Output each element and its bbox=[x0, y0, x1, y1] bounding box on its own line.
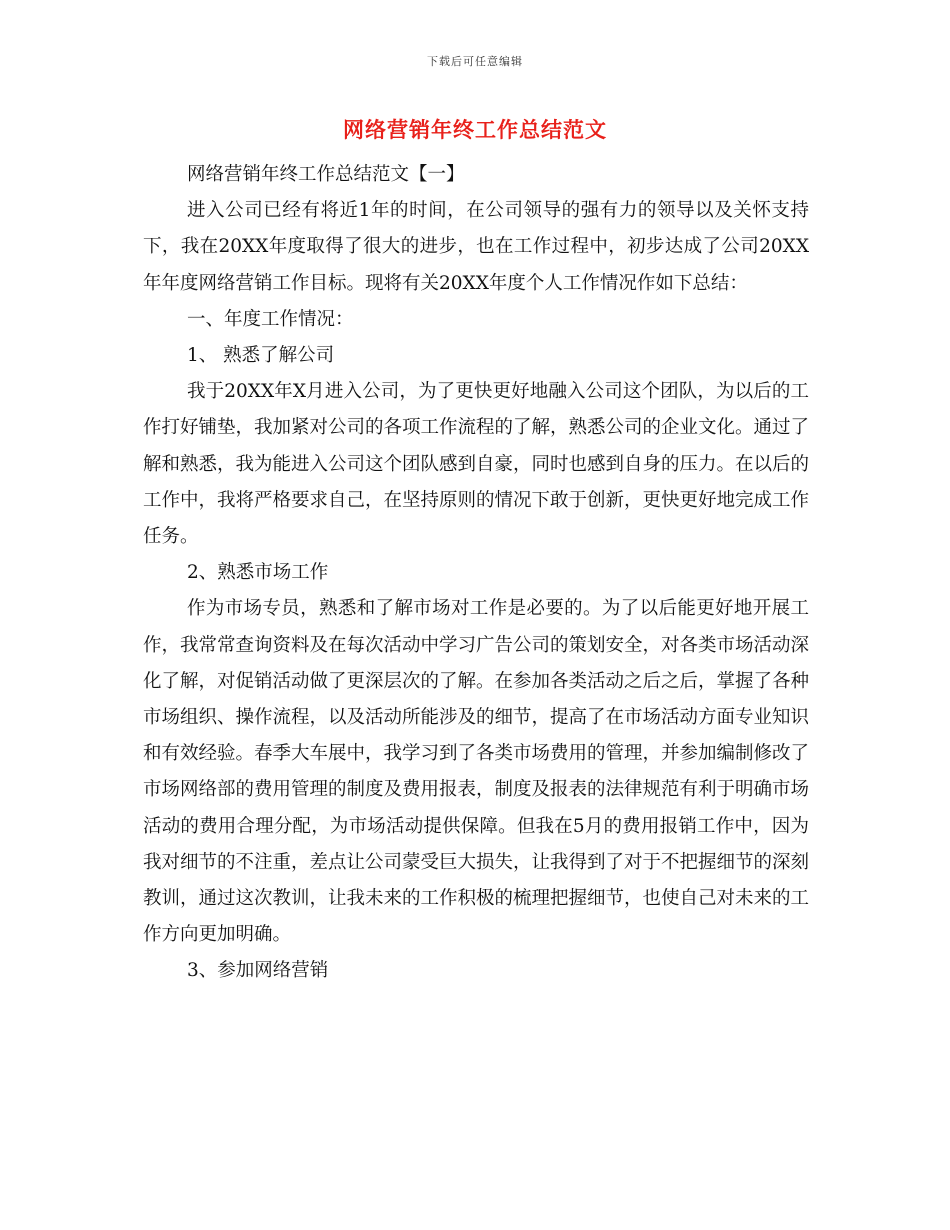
subsection-heading: 3、参加网络营销 bbox=[187, 960, 329, 982]
subsection-heading: 1、 熟悉了解公司 bbox=[187, 345, 335, 367]
document-body bbox=[143, 157, 809, 990]
section-heading: 网络营销年终工作总结范文【一】 bbox=[187, 164, 465, 185]
paragraph-intro: 进入公司已经有将近1年的时间，在公司领导的强有力的领导以及关怀支持下，我在20XX年度取得了很大的进步，也在工作过程中，初步达成了公司20XX年年度网络营销工作目标。现将有关20XX年度个人工作情况作如下总结： bbox=[143, 200, 809, 294]
header-note: 下载后可任意编辑 bbox=[427, 55, 523, 68]
section-heading: 一、年度工作情况： bbox=[187, 308, 354, 330]
paragraph: 我于20XX年X月进入公司，为了更快更好地融入公司这个团队，为以后的工作打好铺垫，我加紧对公司的各项工作流程的了解，熟悉公司的企业文化。通过了解和熟悉，我为能进入公司这个团队感到自豪，同时也感到自身的压力。在以后的工作中，我将严格要求自己，在坚持原则的情况下敢于创新，更快更好地完成工作任务。 bbox=[143, 381, 810, 548]
paragraph: 作为市场专员，熟悉和了解市场对工作是必要的。为了以后能更好地开展工作，我常常查询资料及在每次活动中学习广告公司的策划安全，对各类市场活动深化了解，对促销活动做了更深层次的了解。在参加各类活动之后之后，掌握了各种市场组织、操作流程，以及活动所能涉及的细节，提高了在市场活动方面专业知识和有效经验。春季大车展中，我学习到了各类市场费用的管理，并参加编制修改了市场网络部的费用管理的制度及费用报表，制度及报表的法律规范有利于明确市场活动的费用合理分配，为市场活动提供保障。但我在5月的费用报销工作中，因为我对细节的不注重，差点让公司蒙受巨大损失，让我得到了对于不把握细节的深刻教训，通过这次教训，让我未来的工作积极的梳理把握细节，也使自己对未来的工作方向更加明确。 bbox=[143, 598, 810, 946]
document-title: 网络营销年终工作总结范文 bbox=[343, 117, 607, 142]
subsection-heading: 2、熟悉市场工作 bbox=[187, 562, 329, 584]
